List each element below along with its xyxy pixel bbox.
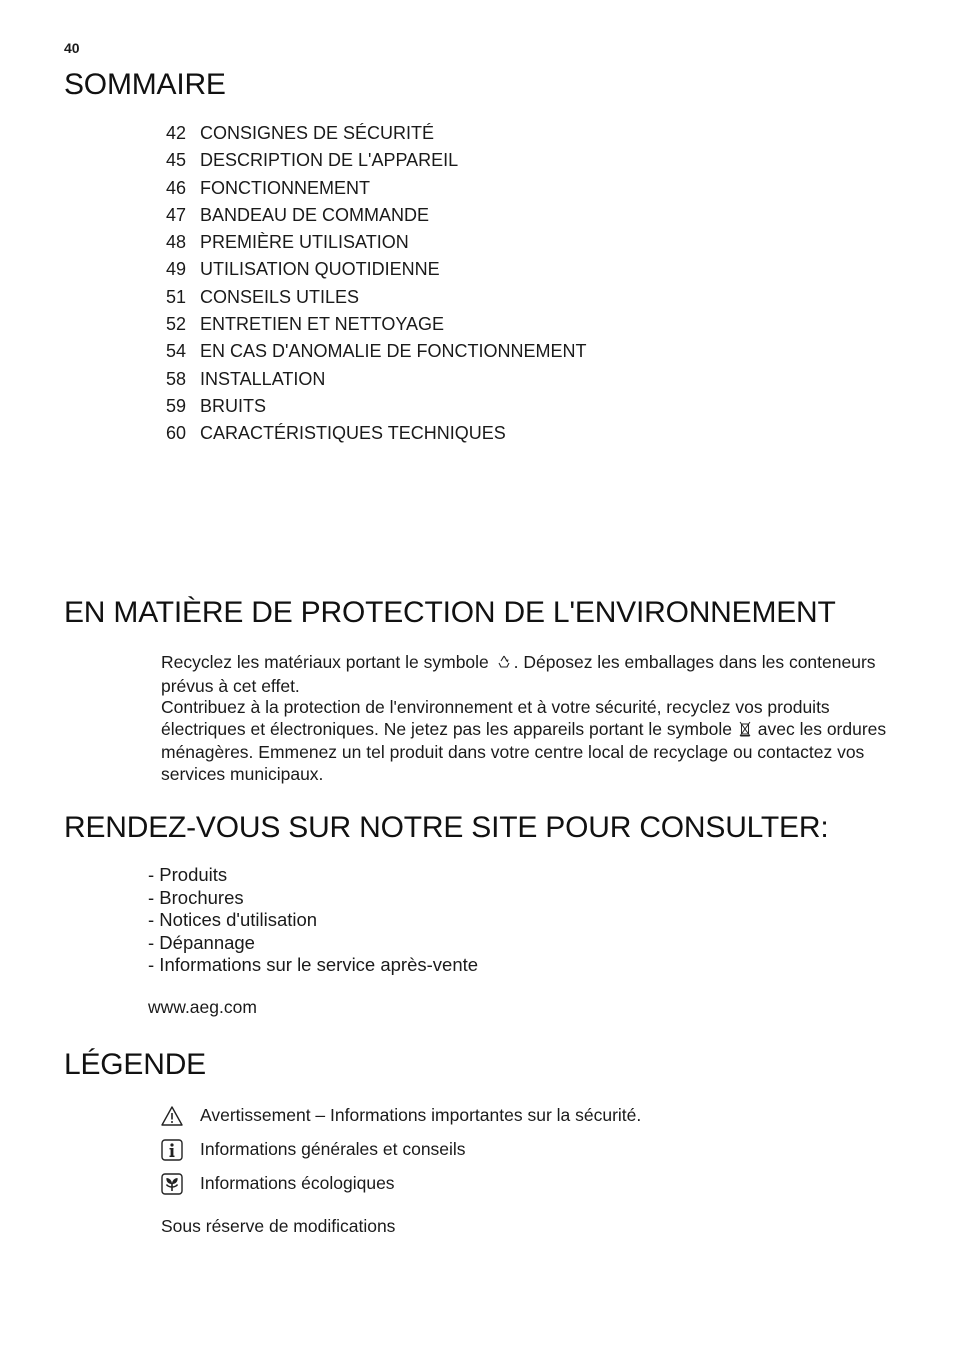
- toc-page: 45: [166, 150, 187, 171]
- toc-item[interactable]: [166, 148, 586, 175]
- eco-icon: [160, 1172, 184, 1196]
- toc-item[interactable]: [166, 257, 586, 284]
- toc-title: CARACTÉRISTIQUES TECHNIQUES: [200, 423, 506, 444]
- legend-item-info: [160, 1138, 466, 1162]
- toc-title: CONSEILS UTILES: [200, 286, 360, 307]
- environment-text-1b: . Déposez les emballages dans les conteneurs prévus à cet effet.: [161, 652, 876, 696]
- environment-text-2b: avec les ordures ménagères. Emmenez un tel produit dans votre centre local de recyclage ou contactez vos services municipaux.: [161, 718, 887, 784]
- legend-heading: LÉGENDE: [64, 1048, 206, 1081]
- toc-title: BANDEAU DE COMMANDE: [200, 204, 430, 225]
- toc-item[interactable]: [166, 339, 586, 366]
- toc-page: 42: [166, 123, 187, 143]
- legend-item-warning: [160, 1104, 641, 1128]
- toc-title: ENTRETIEN ET NETTOYAGE: [200, 314, 445, 335]
- toc-page: 47: [166, 204, 187, 225]
- legend-text: Informations écologiques: [200, 1173, 395, 1193]
- toc-item[interactable]: [166, 285, 586, 312]
- toc-page: 54: [166, 341, 187, 362]
- toc-item[interactable]: [166, 203, 586, 230]
- environment-paragraph: [161, 652, 891, 697]
- toc-title: BRUITS: [200, 395, 267, 416]
- toc-page: 48: [166, 232, 187, 253]
- environment-text-2a: Contribuez à la protection de l'environnement et à votre sécurité, recyclez vos produits électriques et électroniques. Ne jetez pas les appareils portant le symbole: [161, 697, 830, 739]
- list-item: - Notices d'utilisation: [148, 909, 318, 930]
- page-number: 40: [64, 40, 80, 56]
- list-item: - Informations sur le service après-vente: [148, 954, 479, 975]
- footer-note: Sous réserve de modifications: [161, 1216, 396, 1236]
- site-heading: RENDEZ-VOUS SUR NOTRE SITE POUR CONSULTER:: [64, 811, 829, 844]
- toc-title: CONSIGNES DE SÉCURITÉ: [200, 123, 435, 143]
- toc-title: FONCTIONNEMENT: [200, 177, 370, 198]
- toc-page: 60: [166, 423, 187, 444]
- legend-item-eco: [160, 1172, 395, 1196]
- environment-paragraph: [161, 697, 891, 785]
- toc-page: 59: [166, 395, 187, 416]
- list-item: - Dépannage: [148, 931, 255, 953]
- environment-text-1a: Recyclez les matériaux portant le symbole: [161, 652, 489, 672]
- toc-page: 51: [166, 286, 187, 307]
- environment-heading: EN MATIÈRE DE PROTECTION DE L'ENVIRONNEMENT: [64, 596, 836, 629]
- site-list: [148, 864, 478, 977]
- toc-item[interactable]: [166, 421, 586, 448]
- legend-text: Avertissement – Informations importantes sur la sécurité.: [200, 1105, 642, 1125]
- toc-title: INSTALLATION: [200, 368, 326, 389]
- warning-icon: [160, 1104, 184, 1128]
- list-item: - Produits: [148, 864, 228, 885]
- environment-text: [161, 652, 891, 785]
- toc-page: 46: [166, 177, 187, 198]
- toc-title: DESCRIPTION DE L'APPAREIL: [200, 150, 459, 171]
- toc-item[interactable]: [166, 176, 586, 203]
- toc-item[interactable]: [166, 394, 586, 421]
- toc-item[interactable]: [166, 121, 586, 148]
- recycle-icon: [496, 654, 512, 676]
- website-link[interactable]: www.aeg.com: [148, 997, 257, 1017]
- toc-item[interactable]: [166, 312, 586, 339]
- crossed-bin-icon: [739, 721, 751, 743]
- toc-title: PREMIÈRE UTILISATION: [200, 232, 409, 253]
- legend-text: Informations générales et conseils: [200, 1139, 466, 1159]
- toc-item[interactable]: [166, 230, 586, 257]
- table-of-contents: [166, 121, 586, 449]
- toc-page: 58: [166, 368, 187, 389]
- toc-page: 52: [166, 314, 187, 335]
- info-icon: [160, 1138, 184, 1162]
- toc-title: UTILISATION QUOTIDIENNE: [200, 259, 440, 280]
- toc-item[interactable]: [166, 367, 586, 394]
- list-item: - Brochures: [148, 886, 244, 908]
- toc-title: EN CAS D'ANOMALIE DE FONCTIONNEMENT: [200, 341, 587, 362]
- sommaire-heading: SOMMAIRE: [64, 68, 226, 101]
- toc-page: 49: [166, 259, 187, 280]
